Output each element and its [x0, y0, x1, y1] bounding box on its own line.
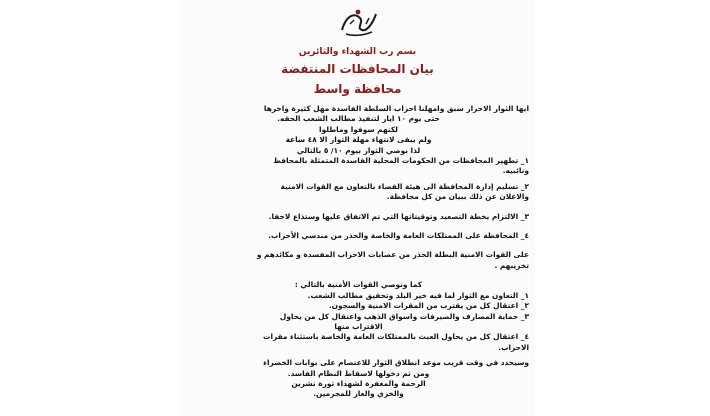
- statement-body: [188, 104, 529, 400]
- intro-line: ولم يبقى لانتهاء مهلة الثوار الا ٤٨ ساعة: [285, 135, 432, 145]
- forces-item-4: ٤_ اعتقال كل من يحاول العبث بالممتلكات العامة والخاصة باستثناء مقرات: [263, 332, 529, 342]
- point-1-cont: ونائبيه.: [502, 166, 529, 176]
- security-warning-cont: تخريبهم .: [494, 260, 529, 270]
- intro-line: لذا نوصي الثوار بيوم ١٠/ ٥ بالتالي: [296, 145, 421, 155]
- forces-item-1: ١_ التعاون مع الثوار لما فيه خير البلد وتحقيق مطالب الشعب.: [307, 290, 529, 300]
- calligraphy-logo-icon: [336, 6, 380, 40]
- forces-item-4-cont: الاحزاب.: [498, 342, 529, 352]
- intro-line: حتى يوم ١٠ ايار لتنفيذ مطالب الشعب الحقه.: [277, 114, 440, 124]
- forces-item-3: ٣_ حماية المصارف والصيرفات واسواق الذهب واعتقال كل من يحاول: [279, 311, 529, 321]
- intro-line: ايها الثوار الاحرار سبق وامهلنا احزاب السلطة الفاسدة مهل كثيرة واخرها: [263, 104, 529, 113]
- basmala-heading: بسم رب الشهداء والثائرين: [298, 47, 417, 57]
- intro-line: لكنهم سوفوا وماطلوا: [319, 124, 398, 134]
- closing-line: ومن ثم دخولها لاسقاط النظام الفاسد.: [287, 368, 430, 378]
- point-2: ٢_ تسليم إدارة المحافظة الى هيئة القضاء بالتعاون مع القوات الامنية: [280, 181, 529, 191]
- logo: [180, 6, 535, 40]
- statement-page: [180, 0, 535, 416]
- forces-item-2: ٢_ اعتقال كل من يقترب من المقرات الامنية والسجون.: [328, 301, 529, 311]
- closing-line: الرحمة والمغفرة لشهداء ثورة تشرين: [291, 378, 426, 388]
- closing-line: وسيحدد في وقت قريب موعد انطلاق الثوار للاعتصام على بوابات الخضراء: [263, 358, 529, 368]
- point-4: ٤_ المحافظة على الممتلكات العامة والخاصة والحذر من مندسي الأحزاب.: [268, 231, 529, 241]
- security-warning: على القوات الامنية البطلة الحذر من عصابات الاحزاب المفسدة و مكائدهم و: [256, 250, 529, 260]
- statement-title: بيان المحافظات المنتفضة: [281, 62, 434, 76]
- province-title: محافظة واسط: [313, 82, 402, 96]
- point-3: ٣_ الالتزام بخطة التصعيد وتوقيتاتها التي تم الاتفاق عليها وستذاع لاحقا.: [268, 211, 529, 221]
- forces-heading: كما ونوصي القوات الأمنية بالتالي :: [294, 280, 423, 290]
- point-2-cont: والاعلان عن ذلك ببيان من كل محافظة.: [386, 192, 529, 202]
- forces-item-3-cont: الاقتراب منها: [334, 321, 383, 331]
- point-1: ١_ تطهير المحافظات من الحكومات المحلية الفاسدة المتمثلة بالمحافظ: [273, 156, 529, 166]
- closing-line: والخزي والعار للمجرمين.: [313, 389, 404, 399]
